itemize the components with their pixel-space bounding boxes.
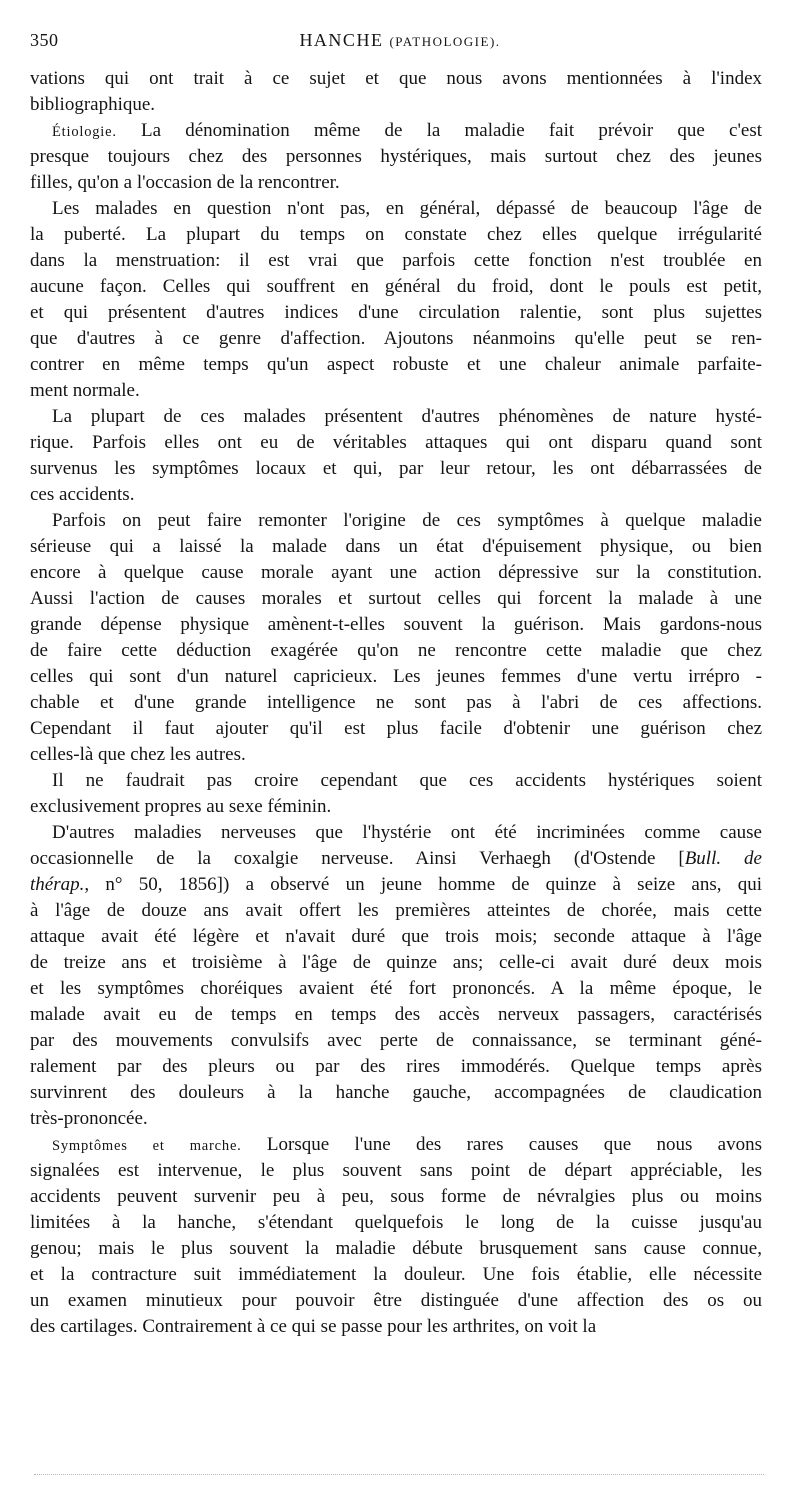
line-text: ment normale.	[30, 380, 140, 401]
line-text: malade avait eu de temps en temps des accès nerveux passagers, caractérisés	[30, 1004, 762, 1025]
text-line	[30, 1054, 762, 1080]
text-line	[30, 1288, 762, 1314]
line-text: des cartilages. Contrairement à ce qui se passe pour les arthrites, on voit la	[30, 1316, 597, 1337]
line-text: La dénomination même de la maladie fait prévoir que c'est	[116, 120, 762, 141]
line-text: , n° 50, 1856]) a observé un jeune homme de quinze à seize ans, qui	[84, 874, 762, 895]
line-text: et qui présentent d'autres indices d'une circulation ralentie, sont plus sujettes	[30, 302, 762, 323]
line-text: grande dépense physique amènent-t-elles souvent la guérison. Mais gardons-nous	[30, 614, 762, 635]
text-line	[30, 872, 762, 898]
text-line	[30, 898, 762, 924]
line-text: celles-là que chez les autres.	[30, 744, 246, 765]
text-line	[30, 326, 762, 352]
text-line	[30, 638, 762, 664]
text-line	[30, 1002, 762, 1028]
line-text: ralement par des pleurs ou par des rires immodérés. Quelque temps après	[30, 1056, 762, 1077]
text-line	[30, 144, 762, 170]
text-line	[30, 820, 762, 846]
text-line	[30, 66, 762, 92]
line-text: ces accidents.	[30, 484, 135, 505]
line-text: attaque avait été légère et n'avait duré que trois mois; seconde attaque à l'âge	[30, 926, 762, 947]
line-text: encore à quelque cause morale ayant une action dépressive sur la constitution.	[30, 562, 762, 583]
line-text: presque toujours chez des personnes hystériques, mais surtout chez des jeunes	[30, 146, 762, 167]
line-text: de treize ans et troisième à l'âge de quinze ans; celle-ci avait duré deux mois	[30, 952, 762, 973]
line-text: accidents peuvent survenir peu à peu, sous forme de névralgies plus ou moins	[30, 1186, 762, 1207]
line-text: chable et d'une grande intelligence ne sont pas à l'abri de ces affections.	[30, 692, 762, 713]
text-line	[30, 1158, 762, 1184]
text-line	[30, 534, 762, 560]
line-text: aucune façon. Celles qui souffrent en général du froid, dont le pouls est petit,	[30, 276, 762, 297]
text-line	[30, 508, 762, 534]
text-line	[30, 1262, 762, 1288]
text-line	[30, 1210, 762, 1236]
text-line	[30, 404, 762, 430]
italic-citation: thérap.	[30, 874, 85, 895]
text-line	[30, 1080, 762, 1106]
bottom-dotted-rule	[34, 1474, 764, 1475]
text-line	[30, 118, 762, 144]
text-line	[30, 300, 762, 326]
text-line	[30, 924, 762, 950]
text-line	[30, 716, 762, 742]
text-line	[30, 690, 762, 716]
text-line	[30, 560, 762, 586]
line-text: contrer en même temps qu'un aspect robuste et une chaleur animale parfaite-	[30, 354, 762, 375]
text-line	[30, 742, 762, 768]
line-text: signalées est intervenue, le plus souvent sans point de départ appréciable, les	[30, 1160, 762, 1181]
line-text: survenus les symptômes locaux et qui, par leur retour, les ont débarrassées de	[30, 458, 762, 479]
text-line	[30, 768, 762, 794]
text-line	[30, 456, 762, 482]
line-text: dans la menstruation: il est vrai que parfois cette fonction n'est troublée en	[30, 250, 762, 271]
line-text: de faire cette déduction exagérée qu'on ne rencontre cette maladie que chez	[30, 640, 762, 661]
text-line	[30, 1184, 762, 1210]
text-line	[30, 794, 762, 820]
line-text: limitées à la hanche, s'étendant quelquefois le long de la cuisse jusqu'au	[30, 1212, 762, 1233]
section-heading: Symptômes et marche.	[52, 1138, 242, 1154]
text-line	[30, 222, 762, 248]
text-line	[30, 1028, 762, 1054]
text-line	[30, 482, 762, 508]
line-text: celles qui sont d'un naturel capricieux. Les jeunes femmes d'une vertu irrépro -	[30, 666, 762, 687]
line-text: à l'âge de douze ans avait offert les premières atteintes de chorée, mais cette	[30, 900, 762, 921]
line-text: que d'autres à ce genre d'affection. Ajoutons néanmoins qu'elle peut se ren-	[30, 328, 762, 349]
text-line	[30, 352, 762, 378]
text-line	[30, 1132, 762, 1158]
line-text: genou; mais le plus souvent la maladie débute brusquement sans cause connue,	[30, 1238, 762, 1259]
line-text: par des mouvements convulsifs avec perte de connaissance, se terminant géné-	[30, 1030, 762, 1051]
line-text: et les symptômes choréiques avaient été fort prononcés. A la même époque, le	[30, 978, 762, 999]
text-line	[30, 1236, 762, 1262]
running-subtitle: (PATHOLOGIE).	[389, 34, 501, 49]
line-text: la puberté. La plupart du temps on constate chez elles quelque irrégularité	[30, 224, 762, 245]
text-line	[30, 612, 762, 638]
line-text: Parfois on peut faire remonter l'origine de ces symptômes à quelque maladie	[52, 510, 762, 531]
text-line	[30, 248, 762, 274]
page-number: 350	[30, 30, 59, 50]
line-text: Cependant il faut ajouter qu'il est plus facile d'obtenir une guérison chez	[30, 718, 762, 739]
text-line	[30, 92, 762, 118]
line-text: occasionnelle de la coxalgie nerveuse. Ainsi Verhaegh (d'Ostende [	[30, 848, 685, 869]
line-text: Lorsque l'une des rares causes que nous avons	[241, 1134, 762, 1155]
body-text	[30, 66, 762, 1340]
text-line	[30, 430, 762, 456]
text-line	[30, 196, 762, 222]
line-text: rique. Parfois elles ont eu de véritables attaques qui ont disparu quand sont	[30, 432, 762, 453]
line-text: D'autres maladies nerveuses que l'hystérie ont été incriminées comme cause	[52, 822, 762, 843]
line-text: Il ne faudrait pas croire cependant que ces accidents hystériques soient	[52, 770, 762, 791]
text-line	[30, 274, 762, 300]
line-text: filles, qu'on a l'occasion de la rencontrer.	[30, 172, 340, 193]
line-text: un examen minutieux pour pouvoir être distinguée d'une affection des os ou	[30, 1290, 762, 1311]
text-line	[30, 664, 762, 690]
page-header	[30, 30, 770, 56]
line-text: Aussi l'action de causes morales et surtout celles qui forcent la malade à une	[30, 588, 762, 609]
line-text: très-prononcée.	[30, 1108, 148, 1129]
line-text: Les malades en question n'ont pas, en général, dépassé de beaucoup l'âge de	[52, 198, 762, 219]
text-line	[30, 586, 762, 612]
running-title: HANCHE	[299, 30, 384, 50]
line-text: La plupart de ces malades présentent d'autres phénomènes de nature hysté-	[52, 406, 762, 427]
line-text: sérieuse qui a laissé la malade dans un état d'épuisement physique, ou bien	[30, 536, 762, 557]
line-text: bibliographique.	[30, 94, 156, 115]
text-line	[30, 170, 762, 196]
text-line	[30, 950, 762, 976]
text-line	[30, 1106, 762, 1132]
text-line	[30, 1314, 762, 1340]
text-line	[30, 378, 762, 404]
running-head	[30, 30, 770, 51]
italic-citation: Bull. de	[684, 848, 762, 869]
line-text: et la contracture suit immédiatement la douleur. Une fois établie, elle nécessite	[30, 1264, 762, 1285]
text-line	[30, 846, 762, 872]
line-text: survinrent des douleurs à la hanche gauche, accompagnées de claudication	[30, 1082, 762, 1103]
line-text: vations qui ont trait à ce sujet et que nous avons mentionnées à l'index	[30, 68, 762, 89]
section-heading: Étiologie.	[52, 124, 117, 140]
text-line	[30, 976, 762, 1002]
line-text: exclusivement propres au sexe féminin.	[30, 796, 332, 817]
